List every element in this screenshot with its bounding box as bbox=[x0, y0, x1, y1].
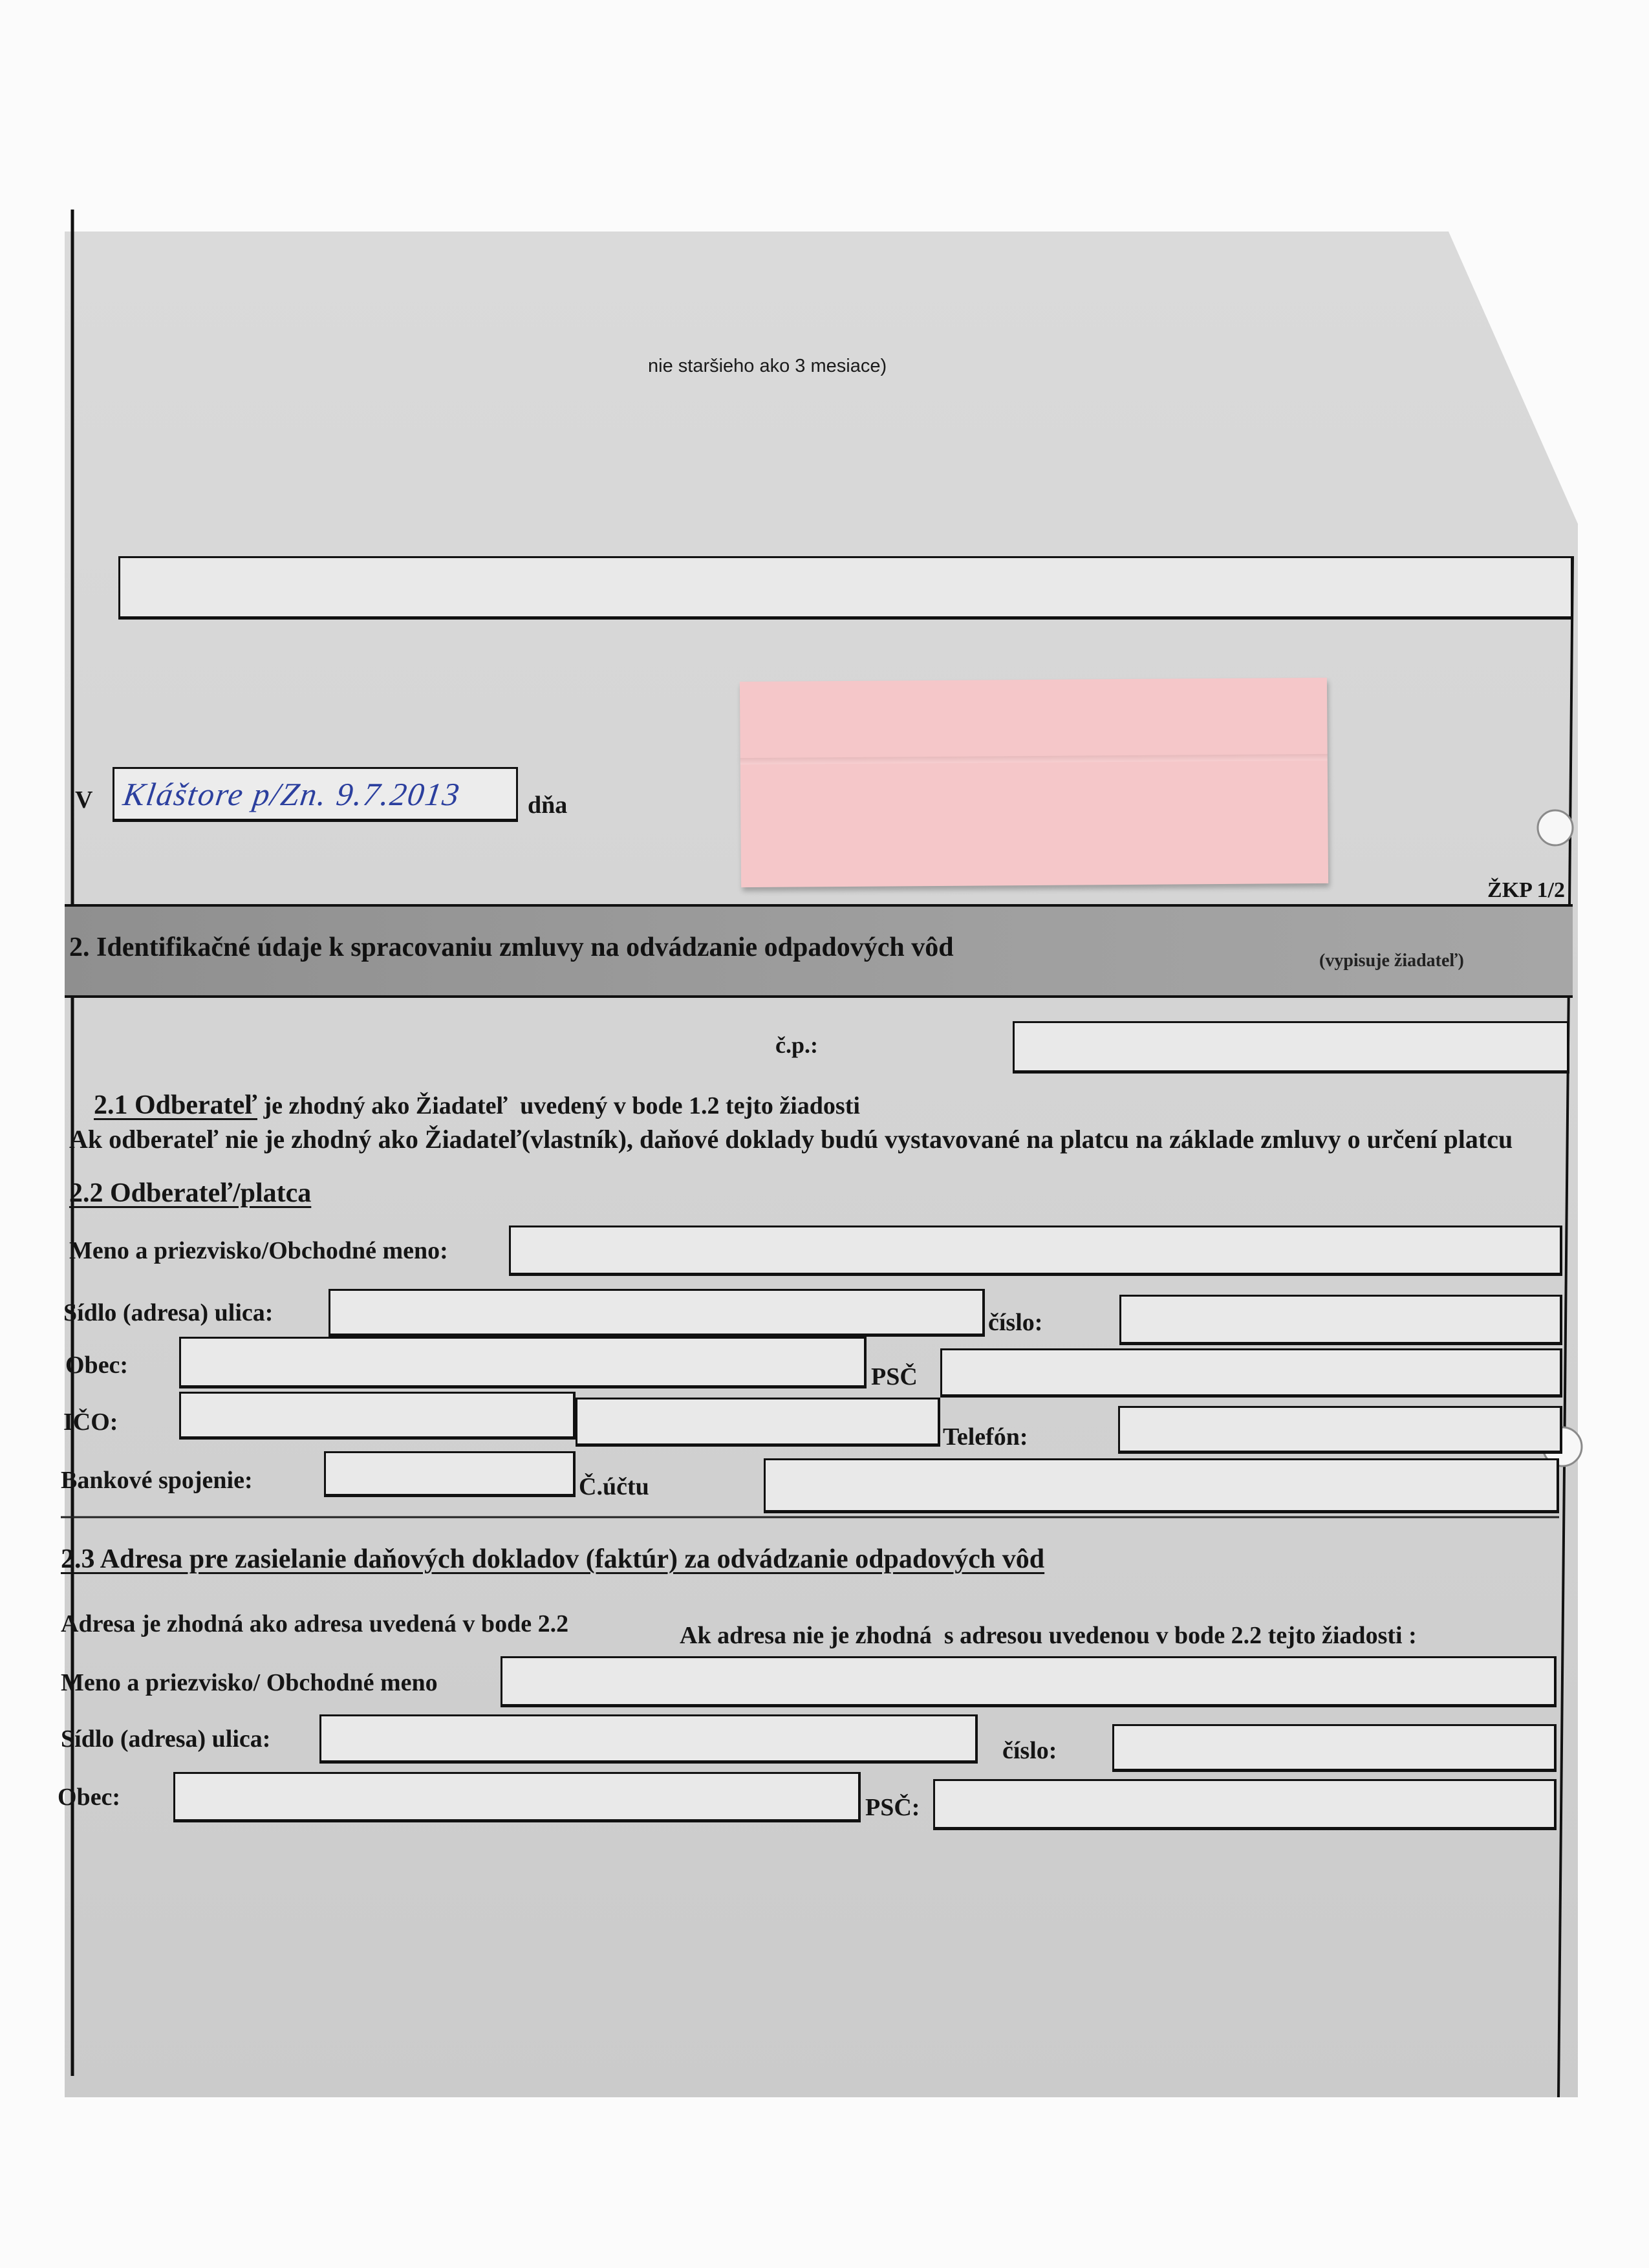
pink-sticky-note bbox=[740, 678, 1328, 887]
s23-zip-label: PSČ: bbox=[865, 1794, 920, 1821]
s23-same-address-text: Adresa je zhodná ako adresa uvedená v bode 2.2 bbox=[61, 1610, 569, 1637]
s23-number-label: číslo: bbox=[1002, 1737, 1057, 1764]
s22-street-field[interactable] bbox=[329, 1289, 985, 1337]
form-code: ŽKP 1/2 bbox=[1487, 878, 1565, 902]
s22-number-field[interactable] bbox=[1119, 1295, 1562, 1345]
s22-zip-label: PSČ bbox=[871, 1363, 918, 1390]
s22-number-label: číslo: bbox=[988, 1309, 1043, 1336]
s22-bank-label: Bankové spojenie: bbox=[61, 1467, 253, 1494]
s22-city-label: Obec: bbox=[65, 1352, 129, 1379]
top-long-field[interactable] bbox=[118, 556, 1573, 620]
s22-bank-field[interactable] bbox=[324, 1451, 576, 1497]
s22-zip-field[interactable] bbox=[940, 1348, 1562, 1398]
s23-name-label: Meno a priezvisko/ Obchodné meno bbox=[61, 1669, 438, 1696]
handwritten-place-date: Kláštore p/Zn. 9.7.2013 bbox=[121, 776, 463, 812]
sticky-note-fold bbox=[740, 754, 1328, 764]
section-2-title: 2. Identifikačné údaje k spracovaniu zmluvy na odvádzanie odpadových vôd bbox=[69, 933, 954, 962]
s22-ico-field[interactable] bbox=[179, 1392, 576, 1440]
s22-phone-label: Telefón: bbox=[943, 1423, 1028, 1451]
s23-name-field[interactable] bbox=[501, 1656, 1557, 1707]
s23-city-field[interactable] bbox=[173, 1772, 861, 1822]
s22-city-field[interactable] bbox=[179, 1337, 867, 1388]
s22-account-field[interactable] bbox=[764, 1458, 1559, 1513]
place-prefix: V bbox=[75, 786, 93, 814]
s22-ico-label: IČO: bbox=[63, 1409, 118, 1436]
section-2-1-heading: 2.1 Odberateľ bbox=[94, 1090, 257, 1120]
section-2-1-text: je zhodný ako Žiadateľ uvedený v bode 1.2 tejto žiadosti bbox=[257, 1092, 860, 1119]
section-2-1-note: Ak odberateľ nie je zhodný ako Žiadateľ(vlastník), daňové doklady budú vystavované na platcu na základe zmluvy o určení platcu bbox=[69, 1125, 1513, 1154]
s23-number-field[interactable] bbox=[1112, 1724, 1557, 1772]
s23-street-field[interactable] bbox=[319, 1714, 978, 1764]
section-2-note: (vypisuje žiadateľ) bbox=[1319, 951, 1464, 971]
section-2-2-heading: 2.2 Odberateľ/platca bbox=[69, 1178, 312, 1208]
s22-street-label: Sídlo (adresa) ulica: bbox=[63, 1299, 274, 1326]
punch-hole bbox=[1538, 810, 1573, 845]
cp-label: č.p.: bbox=[775, 1032, 818, 1058]
section-2-3-heading: 2.3 Adresa pre zasielanie daňových dokladov (faktúr) za odvádzanie odpadových vôd bbox=[61, 1544, 1045, 1574]
s23-city-label: Obec: bbox=[58, 1784, 121, 1811]
s22-name-field[interactable] bbox=[509, 1226, 1562, 1276]
s22-ico-field-extra[interactable] bbox=[576, 1398, 940, 1447]
section-2-header-band bbox=[65, 904, 1573, 998]
s23-zip-field[interactable] bbox=[933, 1779, 1557, 1830]
date-suffix: dňa bbox=[528, 792, 568, 819]
header-note: nie staršieho ako 3 mesiace) bbox=[648, 356, 887, 376]
place-date-field[interactable] bbox=[113, 767, 518, 822]
cp-field[interactable] bbox=[1013, 1021, 1569, 1074]
s22-account-label: Č.účtu bbox=[579, 1473, 649, 1500]
s22-phone-field[interactable] bbox=[1118, 1406, 1562, 1454]
s22-name-label: Meno a priezvisko/Obchodné meno: bbox=[69, 1237, 448, 1264]
s23-street-label: Sídlo (adresa) ulica: bbox=[61, 1725, 271, 1753]
s23-different-address-text: Ak adresa nie je zhodná s adresou uvedenou v bode 2.2 tejto žiadosti : bbox=[680, 1622, 1417, 1649]
